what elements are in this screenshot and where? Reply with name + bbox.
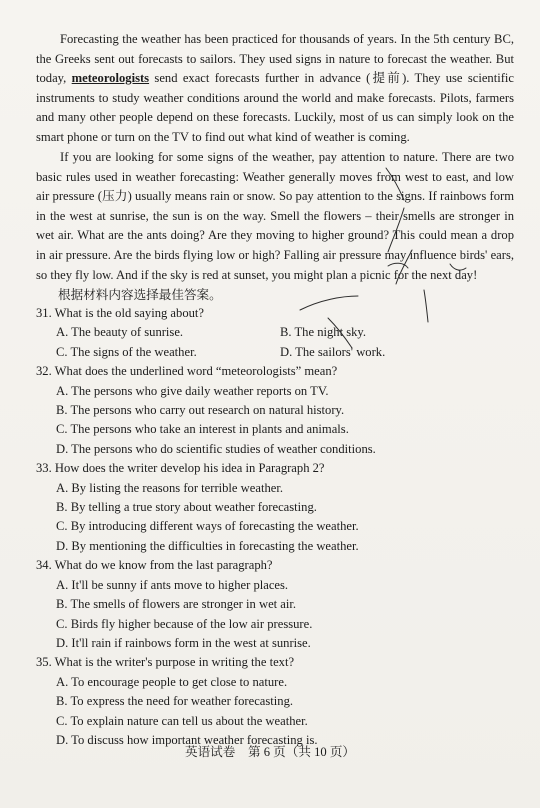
question-35 (36, 653, 516, 750)
page-footer: 英语试卷 第 6 页（共 10 页） (184, 745, 355, 759)
option-b: B. The smells of flowers are stronger in wet air. (56, 597, 297, 612)
option-d: D. The persons who do scientific studies of weather conditions. (56, 441, 376, 456)
question-list (36, 302, 516, 750)
p1-text-end: send exact forecasts further in advance (提前). They use scientific instruments to study weather conditions around the world and make forecasts. Pilots, farmers and many other people depend on these forecasts. Luckily, most of us can simply look on the smart phone or turn on the TV to find out what kind of weather is coming. (36, 71, 515, 144)
option-row (36, 343, 516, 362)
option-a: A. By listing the reasons for terrible weather. (56, 480, 283, 495)
option-row (36, 323, 516, 342)
option-d: D. By mentioning the difficulties in forecasting the weather. (56, 538, 359, 553)
option-d: D. The sailors' work. (280, 344, 386, 359)
question-stem: 31. What is the old saying about? (36, 306, 205, 320)
passage-paragraph-1 (36, 30, 514, 148)
option-c: C. The persons who take an interest in plants and animals. (56, 422, 349, 437)
option-b: B. The persons who carry out research on natural history. (56, 403, 345, 418)
question-34 (36, 556, 516, 653)
option-a: A. It'll be sunny if ants move to higher places. (56, 577, 289, 592)
passage-paragraph-2: If you are looking for some signs of the weather, pay attention to nature. There are two basic rules used in weather forecasting: Weather generally moves from west to east, and low air pressure (压力) usually means rain or snow. So pay attention to the signs. If rainbows form in the west at sunrise, the sun is on the way. Smell the flowers – their smells are stronger in wet air. What are the ants doing? Are they moving to higher ground? This could mean a drop in air pressure. Are the birds flying low or high? Falling air pressure may influence birds' ears, so they fly low. And if the sky is red at sunset, you might plan a picnic for the next day! (36, 150, 514, 282)
option-a: A. The persons who give daily weather reports on TV. (56, 383, 329, 398)
question-33 (36, 459, 516, 556)
underlined-word-meteorologists: meteorologists (71, 71, 150, 86)
option-a: A. To encourage people to get close to nature. (56, 674, 288, 689)
option-a: A. The beauty of sunrise. (56, 325, 184, 340)
option-b: B. To express the need for weather forecasting. (56, 694, 294, 709)
option-d: D. To discuss how important weather forecasting is. (56, 732, 318, 747)
p1-text-start: Forecasting the weather has been practiced for thousands of years. In the 5th century BC, the Greeks sent out forecasts to sailors. They used signs in nature to forecast the weather. But today, (36, 32, 514, 86)
question-32 (36, 362, 516, 459)
option-c: C. To explain nature can tell us about the weather. (56, 713, 308, 728)
option-c: C. By introducing different ways of forecasting the weather. (56, 519, 359, 534)
question-stem: 33. How does the writer develop his idea in Paragraph 2? (36, 461, 325, 476)
question-stem: 32. What does the underlined word “meteorologists” mean? (36, 364, 338, 379)
option-b: B. By telling a true story about weather forecasting. (56, 500, 317, 515)
question-stem: 34. What do we know from the last paragraph? (36, 558, 273, 573)
option-b: B. The night sky. (280, 325, 367, 340)
section-instruction: 根据材料内容选择最佳答案。 (58, 288, 222, 302)
question-stem: 35. What is the writer's purpose in writing the text? (36, 655, 295, 670)
option-c: C. Birds fly higher because of the low air pressure. (56, 616, 313, 631)
option-d: D. It'll rain if rainbows form in the west at sunrise. (56, 635, 311, 650)
question-31 (36, 304, 516, 362)
option-c: C. The signs of the weather. (56, 344, 197, 359)
